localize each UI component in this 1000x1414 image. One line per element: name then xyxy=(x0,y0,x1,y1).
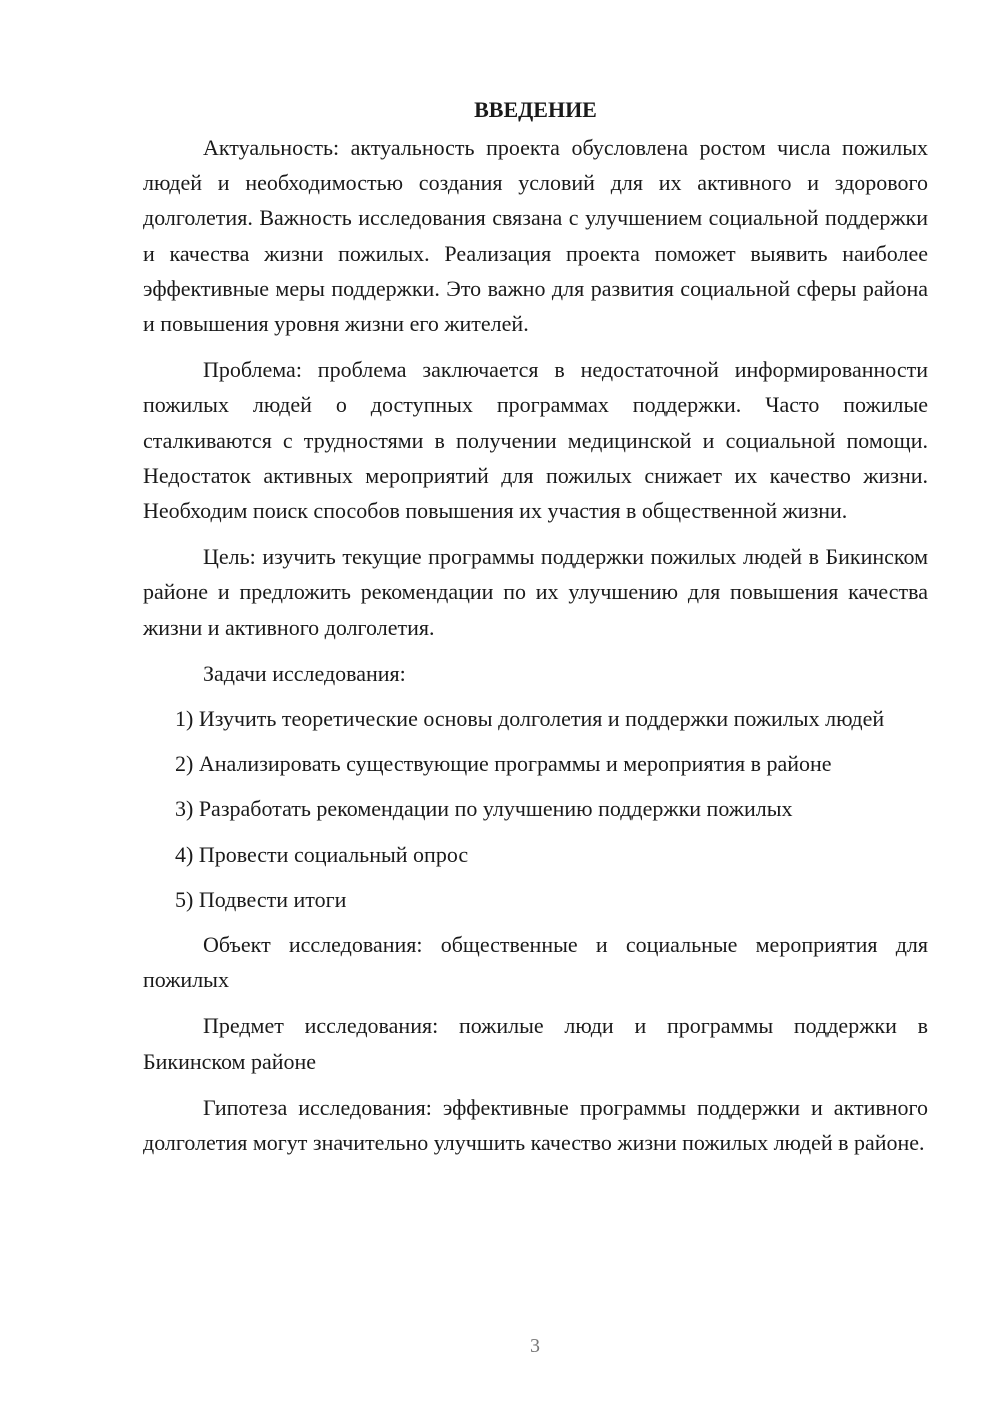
subject-paragraph: Предмет исследования: пожилые люди и программы поддержки в Бикинском районе xyxy=(143,1013,928,1074)
task-item-4: 4) Провести социальный опрос xyxy=(175,841,469,867)
section-title: ВВЕДЕНИЕ xyxy=(474,97,597,122)
hypothesis-paragraph: Гипотеза исследования: эффективные программы поддержки и активного долголетия могут значительно улучшить качество жизни пожилых людей в районе. xyxy=(143,1094,928,1156)
goal-paragraph: Цель: изучить текущие программы поддержки пожилых людей в Бикинском районе и предложить рекомендации по их улучшению для повышения качества жизни и активного долголетия. xyxy=(143,544,928,640)
task-item-1: 1) Изучить теоретические основы долголетия и поддержки пожилых людей xyxy=(175,706,885,732)
relevance-paragraph: Актуальность: актуальность проекта обусловлена ростом числа пожилых людей и необходимостью создания условий для их активного и здорового долголетия. Важность исследования связана с улучшением социальной поддержки и качества жизни пожилых. Реализация проекта поможет выявить наиболее эффективные меры поддержки. Это важно для развития социальной сферы района и повышения уровня жизни его жителей. xyxy=(143,135,928,337)
task-item-3: 3) Разработать рекомендации по улучшению поддержки пожилых xyxy=(175,796,793,822)
task-item-2: 2) Анализировать существующие программы и мероприятия в районе xyxy=(175,751,832,777)
tasks-heading: Задачи исследования: xyxy=(203,660,406,686)
object-paragraph: Объект исследования: общественные и социальные мероприятия для пожилых xyxy=(143,932,928,993)
page-number: 3 xyxy=(530,1335,540,1357)
task-item-5: 5) Подвести итоги xyxy=(175,886,347,912)
problem-paragraph: Проблема: проблема заключается в недостаточной информированности пожилых людей о доступных программах поддержки. Часто пожилые сталкиваются с трудностями в получении медицинской и социальной помощи. Недостаток активных мероприятий для пожилых снижает их качество жизни. Необходим поиск способов повышения их участия в общественной жизни. xyxy=(143,357,928,524)
page-body xyxy=(143,92,928,1171)
